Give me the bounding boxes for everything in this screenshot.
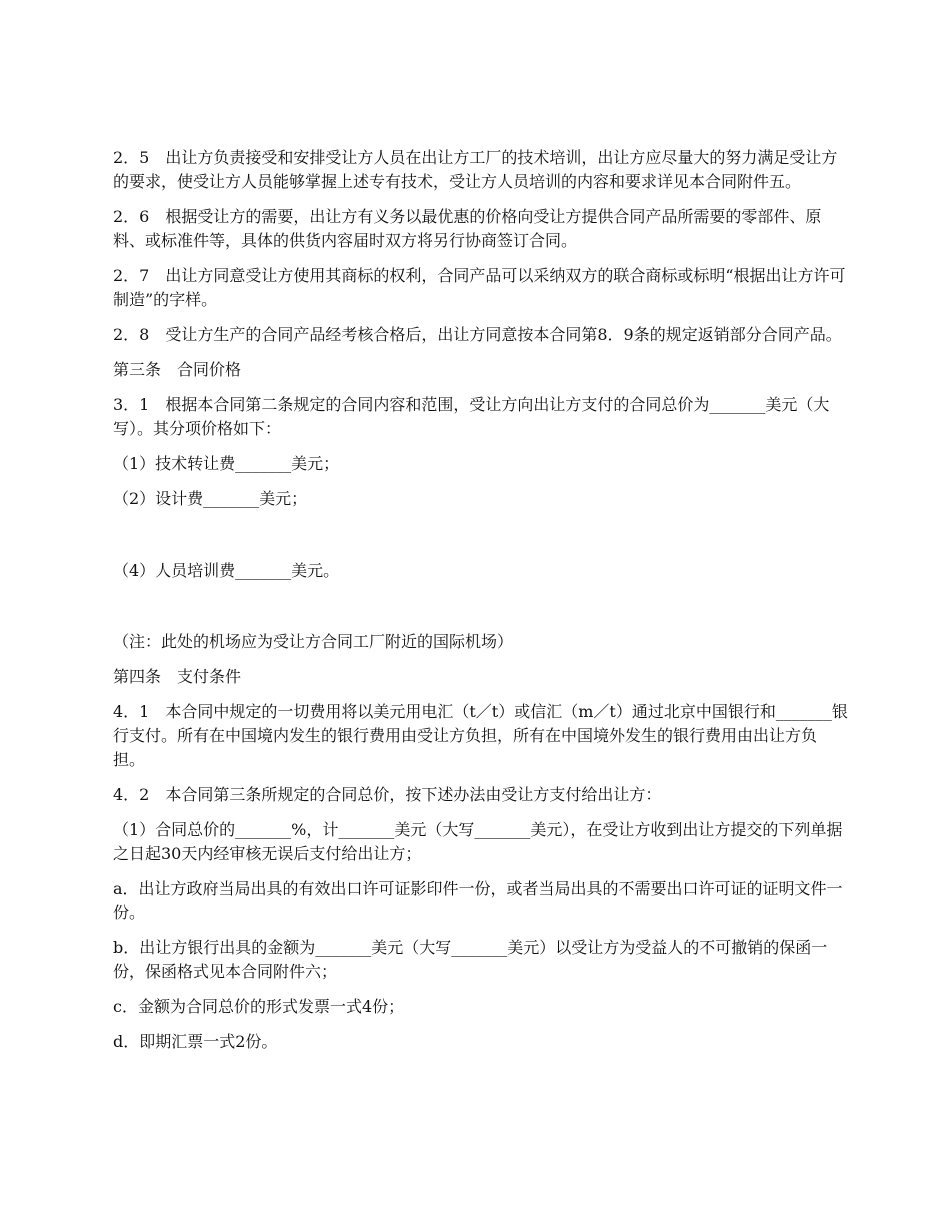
document-item-c: c．金额为合同总价的形式发票一式4份； [113,997,405,1016]
blank-space [113,522,848,559]
document-item-d: d．即期汇票一式2份。 [113,1032,278,1051]
document-item-b: b．出让方银行出具的金额为_______美元（大写_______美元）以受让方为受益人的不可撤销的保函一份，保函格式见本合同附件六； [113,938,828,981]
airport-note: （注：此处的机场应为受让方合同工厂附近的国际机场） [113,632,514,651]
payment-item-1: （1）合同总价的_______%，计_______美元（大写_______美元），在受让方收到出让方提交的下列单据之日起30天内经审核无误后支付给出让方； [113,820,843,863]
clause-3-1: 3．1 根据本合同第二条规定的合同内容和范围，受让方向出让方支付的合同总价为_______美元（大写）。其分项价格如下： [113,395,830,438]
clause-4-2: 4．2 本合同第三条所规定的合同总价，按下述办法由受让方支付给出让方： [113,785,662,804]
price-item-1: （1）技术转让费_______美元； [113,454,340,473]
price-item-2: （2）设计费_______美元； [113,489,308,508]
blank-space [113,594,848,630]
clause-4-1: 4．1 本合同中规定的一切费用将以美元用电汇（t／t）或信汇（m／t）通过北京中国银行和_______银行支付。所有在中国境内发生的银行费用由受让方负担，所有在中国境外发生的银行费用由出让方负担。 [113,702,848,769]
clause-2-7: 2．7 出让方同意受让方使用其商标的权利，合同产品可以采纳双方的联合商标或标明“根据出让方许可制造”的字样。 [113,266,846,309]
article-3-heading: 第三条 合同价格 [113,360,242,379]
document-item-a: a．出让方政府当局出具的有效出口许可证影印件一份，或者当局出具的不需要出口许可证的证明文件一份。 [113,879,843,922]
clause-2-5: 2．5 出让方负责接受和安排受让方人员在出让方工厂的技术培训，出让方应尽量大的努力满足受让方的要求，使受让方人员能够掌握上述专有技术，受让方人员培训的内容和要求详见本合同附件五。 [113,148,838,191]
clause-2-6: 2．6 根据受让方的需要，出让方有义务以最优惠的价格向受让方提供合同产品所需要的零部件、原料、或标准件等，具体的供货内容届时双方将另行协商签订合同。 [113,207,822,250]
article-4-heading: 第四条 支付条件 [113,667,242,686]
contract-body [113,146,848,1065]
price-item-4: （4）人员培训费_______美元。 [113,561,340,580]
clause-2-8: 2．8 受让方生产的合同产品经考核合格后，出让方同意按本合同第8．9条的规定返销部分合同产品。 [113,325,842,344]
